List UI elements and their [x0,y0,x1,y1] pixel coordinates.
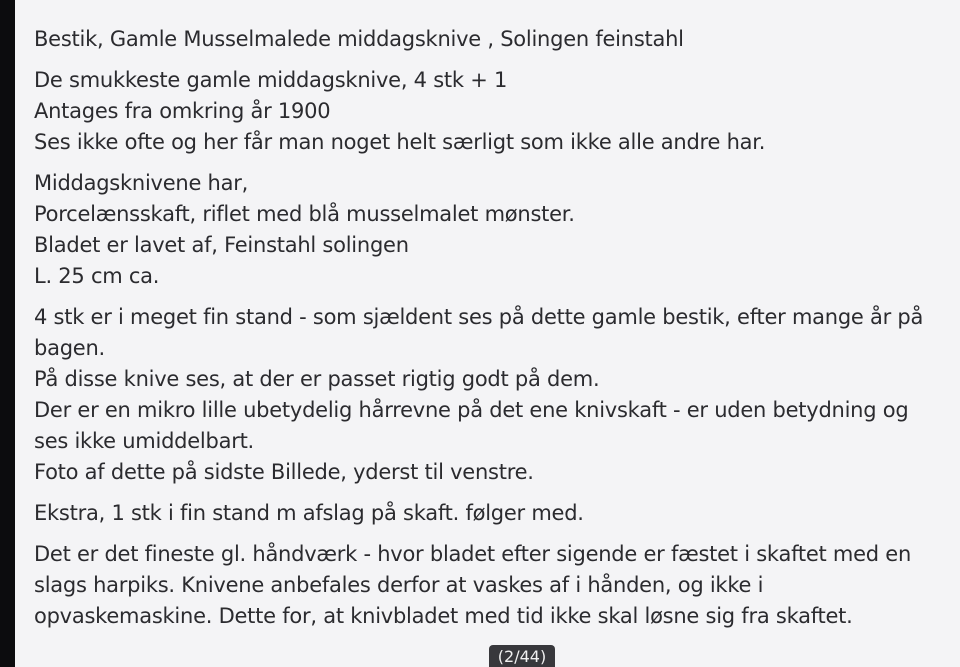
text-line: L. 25 cm ca. [34,264,160,288]
text-line: Middagsknivene har, [34,171,249,195]
text-line: Der er en mikro lille ubetydelig hårrevne på det ene knivskaft - er uden betydning og [34,398,909,422]
text-line: Antages fra omkring år 1900 [34,99,331,123]
text-line: Foto af dette på sidste Billede, yderst til venstre. [34,460,534,484]
text-line: Ekstra, 1 stk i fin stand m afslag på skaft. følger med. [34,501,584,525]
paragraph-intro [34,65,960,158]
text-line: Porcelænsskaft, riflet med blå musselmalet mønster. [34,202,575,226]
text-line: ses ikke umiddelbart. [34,429,254,453]
text-line: 4 stk er i meget fin stand - som sjældent ses på dette gamle bestik, efter mange år på [34,305,924,329]
text-line: Bladet er lavet af, Feinstahl solingen [34,233,409,257]
text-line: De smukkeste gamle middagsknive, 4 stk + 1 [34,68,508,92]
text-line: Det er det fineste gl. håndværk - hvor bladet efter sigende er fæstet i skaftet med en [34,542,912,566]
paragraph-condition [34,302,960,488]
text-line: bagen. [34,336,105,360]
paragraph-care [34,539,960,632]
image-counter-badge: (2/44) [489,645,555,667]
description-text [34,24,960,642]
text-line: slags harpiks. Knivene anbefales derfor at vaskes af i hånden, og ikke i [34,573,764,597]
paragraph-extra [34,498,960,529]
text-line: opvaskemaskine. Dette for, at knivbladet med tid ikke skal løsne sig fra skaftet. [34,604,853,628]
paragraph-specs [34,168,960,292]
text-line: Ses ikke ofte og her får man noget helt særligt som ikke alle andre har. [34,130,766,154]
item-title: Bestik, Gamle Musselmalede middagsknive , Solingen feinstahl [34,27,684,51]
left-edge-bar [0,0,15,667]
text-line: På disse knive ses, at der er passet rigtig godt på dem. [34,367,600,391]
